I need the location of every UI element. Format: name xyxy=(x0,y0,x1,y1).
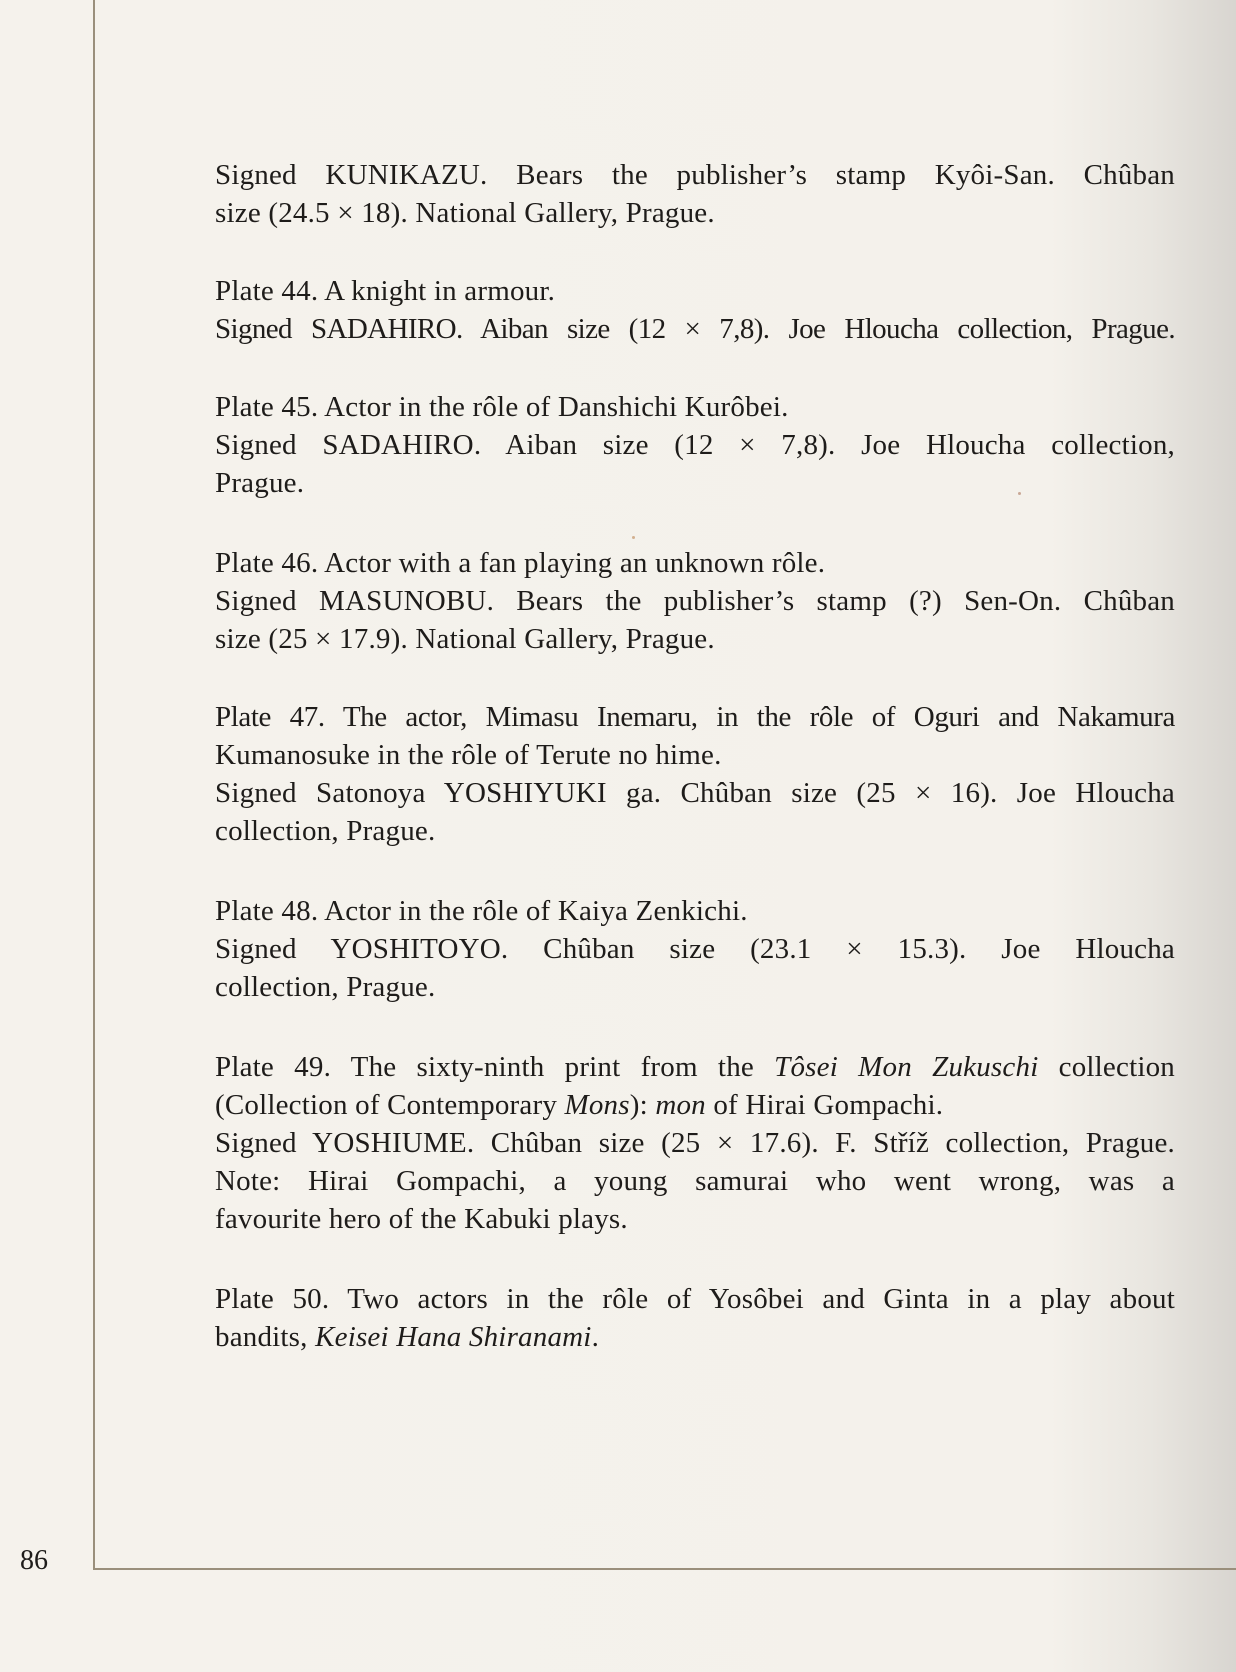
caption-line: Plate 50. Two actors in the rôle of Yosôbei and Ginta in a play about xyxy=(215,1283,1175,1315)
caption-line xyxy=(215,1086,1175,1124)
caption-line: Signed MASUNOBU. Bears the publisher’s stamp (?) Sen-On. Chûban xyxy=(215,585,1175,617)
caption-text: collection xyxy=(1038,1051,1175,1083)
caption-text: Plate 49. The sixty-ninth print from the xyxy=(215,1051,775,1083)
caption-line: Prague. xyxy=(215,467,305,499)
caption-entry-plate-48 xyxy=(215,892,1175,1006)
caption-entry-plate-47 xyxy=(215,698,1175,850)
caption-text: ): xyxy=(629,1089,656,1121)
caption-entry-plate-44 xyxy=(215,272,1175,348)
caption-line: Plate 46. Actor with a fan playing an unknown rôle. xyxy=(215,547,826,579)
page-number: 86 xyxy=(20,1545,48,1576)
collection-title-italic: Tôsei Mon Zukuschi xyxy=(774,1051,1039,1083)
caption-line xyxy=(215,1048,1175,1086)
caption-text: bandits, xyxy=(215,1321,316,1353)
caption-line: Kumanosuke in the rôle of Terute no hime. xyxy=(215,739,722,771)
caption-line: collection, Prague. xyxy=(215,971,436,1003)
caption-line xyxy=(215,1318,1175,1356)
caption-line: collection, Prague. xyxy=(215,815,436,847)
caption-text: (Collection of Contemporary xyxy=(215,1089,565,1121)
play-title-italic: Keisei Hana Shiranami xyxy=(315,1321,592,1353)
caption-text: of Hirai Gompachi. xyxy=(705,1089,944,1121)
caption-line: Plate 44. A knight in armour. xyxy=(215,275,556,307)
caption-line: size (24.5 × 18). National Gallery, Prague. xyxy=(215,197,715,229)
caption-line: Plate 45. Actor in the rôle of Danshichi Kurôbei. xyxy=(215,391,789,423)
caption-entry-plate-49 xyxy=(215,1048,1175,1238)
caption-entry-plate-45 xyxy=(215,388,1175,502)
caption-text: . xyxy=(591,1321,600,1353)
plate-captions xyxy=(215,156,1175,1356)
caption-line: Plate 48. Actor in the rôle of Kaiya Zenkichi. xyxy=(215,895,748,927)
caption-line: Signed YOSHITOYO. Chûban size (23.1 × 15.3). Joe Hloucha xyxy=(215,933,1175,965)
caption-line: Plate 47. The actor, Mimasu Inemaru, in the rôle of Oguri and Nakamura xyxy=(215,701,1175,733)
caption-line: size (25 × 17.9). National Gallery, Prague. xyxy=(215,623,715,655)
paper-speck xyxy=(632,536,635,539)
caption-line: Signed SADAHIRO. Aiban size (12 × 7,8). Joe Hloucha collection, Prague. xyxy=(215,313,1175,345)
caption-entry-continued xyxy=(215,156,1175,232)
caption-line: favourite hero of the Kabuki plays. xyxy=(215,1203,628,1235)
caption-line: Note: Hirai Gompachi, a young samurai who went wrong, was a xyxy=(215,1165,1175,1197)
italic-term: Mons xyxy=(564,1089,630,1121)
caption-line: Signed KUNIKAZU. Bears the publisher’s stamp Kyôi-San. Chûban xyxy=(215,159,1175,191)
paper-speck xyxy=(1018,492,1021,495)
caption-line: Signed Satonoya YOSHIYUKI ga. Chûban size (25 × 16). Joe Hloucha xyxy=(215,777,1175,809)
caption-line: Signed YOSHIUME. Chûban size (25 × 17.6). F. Stříž collection, Prague. xyxy=(215,1127,1175,1159)
caption-entry-plate-46 xyxy=(215,544,1175,658)
italic-term: mon xyxy=(655,1089,706,1121)
caption-line: Signed SADAHIRO. Aiban size (12 × 7,8). Joe Hloucha collection, xyxy=(215,429,1175,461)
caption-entry-plate-50 xyxy=(215,1280,1175,1356)
